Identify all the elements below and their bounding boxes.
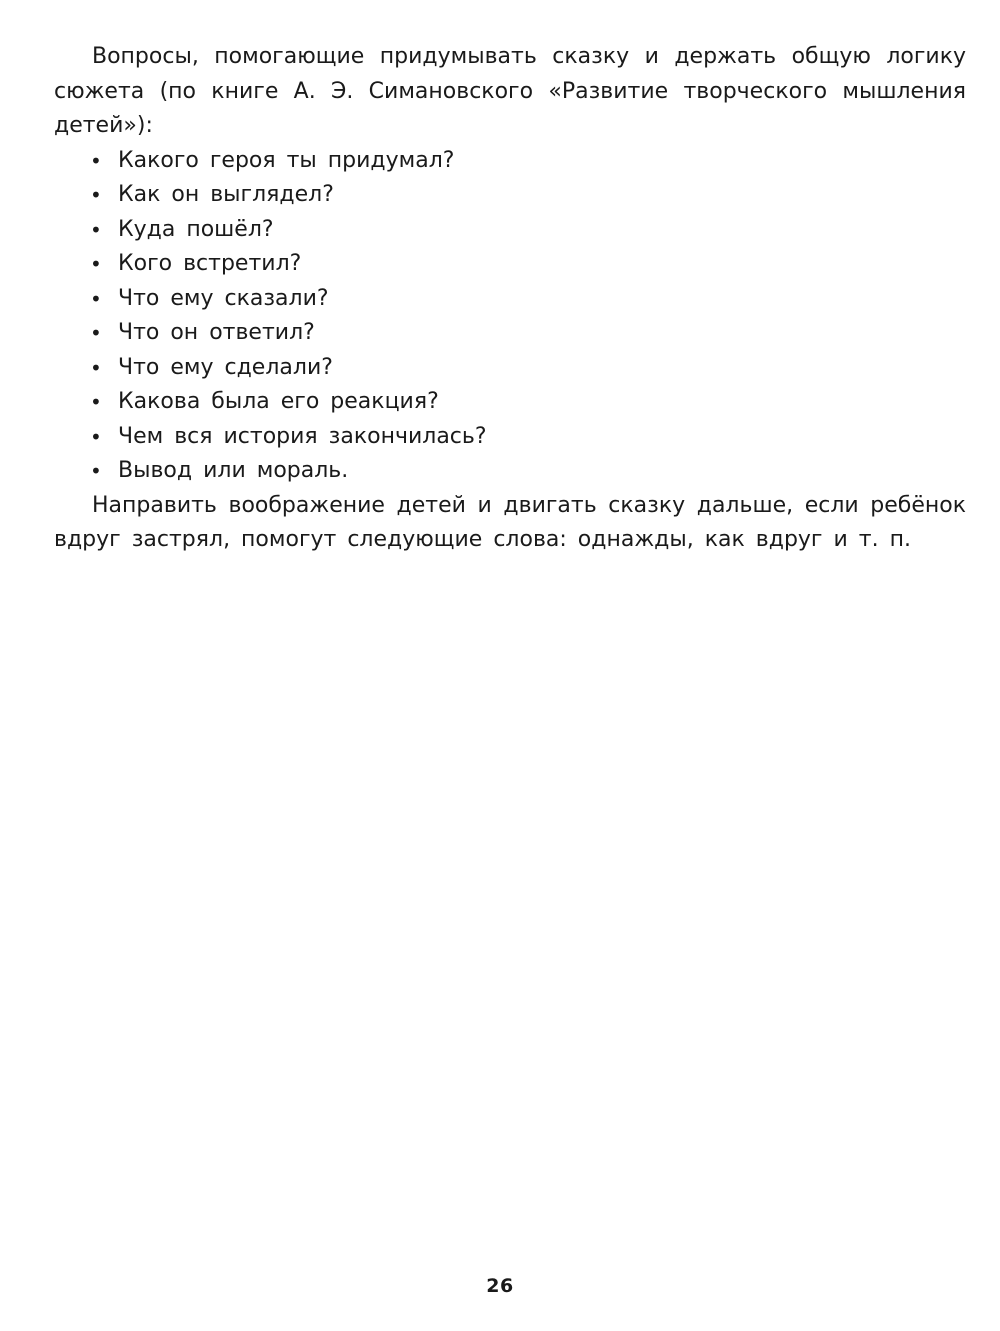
list-item bbox=[90, 420, 966, 455]
bullet-icon: • bbox=[90, 252, 102, 276]
bullet-icon: • bbox=[90, 286, 102, 311]
bullet-icon: • bbox=[90, 321, 102, 345]
list-item-text: Что он ответил? bbox=[118, 320, 315, 345]
list-item-text: Куда пошёл? bbox=[118, 216, 274, 242]
bullet-icon: • bbox=[90, 424, 102, 449]
closing-paragraph: Направить воображение детей и двигать сказку дальше, если ребёнок вдруг застрял, помогут следующие слова: однажды, как вдруг и т. п. bbox=[54, 492, 966, 552]
bullet-icon: • bbox=[90, 183, 102, 207]
list-item bbox=[90, 178, 966, 213]
list-item bbox=[90, 282, 966, 317]
bullet-icon: • bbox=[90, 390, 102, 414]
bullet-icon: • bbox=[90, 459, 102, 483]
bullet-icon: • bbox=[90, 148, 102, 173]
list-item-text: Как он выглядел? bbox=[118, 182, 334, 207]
list-item bbox=[90, 385, 966, 420]
list-item bbox=[90, 351, 966, 386]
bullet-icon: • bbox=[90, 217, 102, 242]
list-item-text: Что ему сказали? bbox=[118, 285, 329, 311]
list-item-text: Вывод или мораль. bbox=[118, 458, 349, 483]
page-content bbox=[54, 40, 966, 558]
list-item-text: Какого героя ты придумал? bbox=[118, 147, 455, 173]
page-number: 26 bbox=[486, 1275, 514, 1297]
question-list bbox=[54, 144, 966, 489]
bullet-icon: • bbox=[90, 355, 102, 380]
list-item-text: Какова была его реакция? bbox=[118, 389, 439, 414]
list-item bbox=[90, 213, 966, 248]
list-item bbox=[90, 454, 966, 489]
list-item-text: Кого встретил? bbox=[118, 251, 302, 276]
list-item-text: Чем вся история закончилась? bbox=[118, 423, 487, 449]
list-item bbox=[90, 316, 966, 351]
list-item bbox=[90, 144, 966, 179]
intro-paragraph: Вопросы, помогающие придумывать сказку и держать общую логику сюжета (по книге А. Э. Симановского «Развитие творческого мышления детей»): bbox=[54, 44, 966, 138]
list-item bbox=[90, 247, 966, 282]
list-item-text: Что ему сделали? bbox=[118, 354, 333, 380]
